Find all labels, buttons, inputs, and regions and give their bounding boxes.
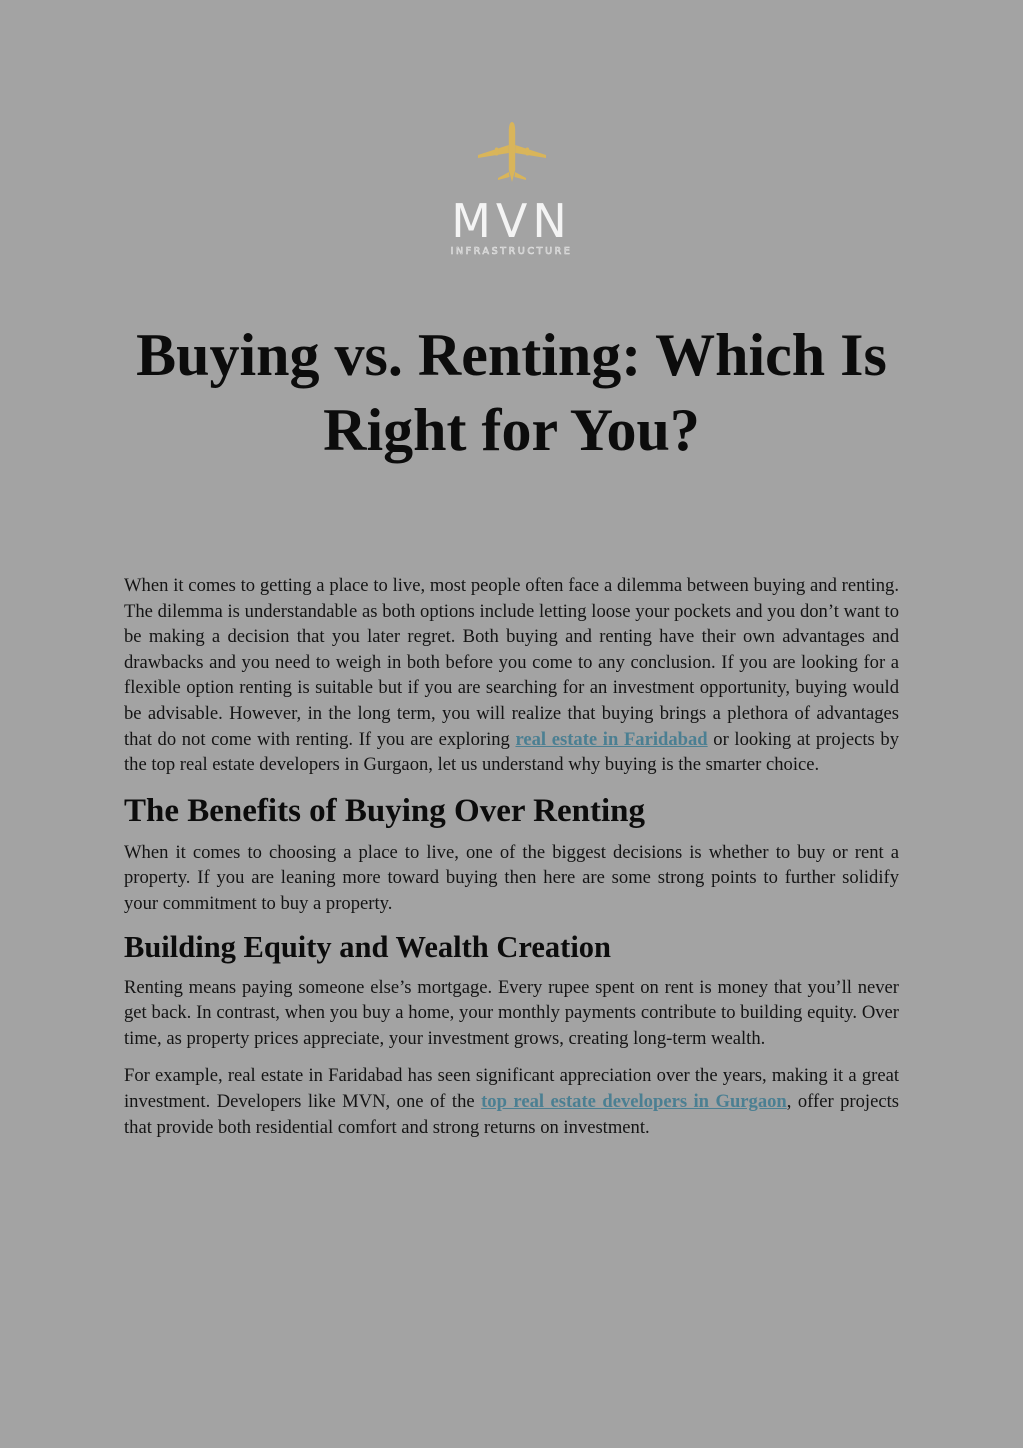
logo-subtitle-text: INFRASTRUCTURE bbox=[450, 246, 573, 257]
equity-paragraph-2 bbox=[124, 1063, 899, 1140]
airplane-icon bbox=[476, 118, 548, 190]
title-line-2: Right for You? bbox=[323, 397, 700, 463]
page-title bbox=[100, 318, 923, 468]
equity-paragraph-1: Renting means paying someone else’s mortgage. Every rupee spent on rent is money that you’ll never get back. In contrast, when you buy a home, your monthly payments contribute to building equity. Over time, as property prices appreciate, your investment grows, creating long-term wealth. bbox=[124, 976, 899, 1049]
benefits-paragraph: When it comes to choosing a place to live, one of the biggest decisions is whether to buy or rent a property. If you are leaning more toward buying then here are some strong points to further solidify your commitment to buy a property. bbox=[124, 841, 899, 914]
benefits-heading: The Benefits of Buying Over Renting bbox=[124, 792, 645, 829]
intro-text-start: When it comes to getting a place to live, most people often face a dilemma between buying and renting. The dilemma is understandable as both options include letting loose your pockets and you don’t want to be making a decision that you later regret. Both buying and renting have their own advantages and drawbacks and you need to weigh in both before you come to any conclusion. If you are looking for a flexible option renting is suitable but if you are searching for an investment opportunity, buying would be advisable. However, in the long term, you will realize that buying brings a plethora of advantages that do not come with renting. If you are exploring bbox=[124, 575, 899, 750]
title-line-1: Buying vs. Renting: Which Is bbox=[136, 322, 887, 388]
equity-heading: Building Equity and Wealth Creation bbox=[124, 929, 612, 964]
intro-paragraph bbox=[124, 573, 899, 778]
intro-text-end: or looking at projects by the top real estate developers in Gurgaon, let us understand why buying is the smarter choice. bbox=[124, 728, 899, 776]
top-developers-gurgaon-link[interactable]: top real estate developers in Gurgaon bbox=[481, 1090, 787, 1112]
equity-text-end: , offer projects that provide both residential comfort and strong returns on investment. bbox=[124, 1090, 899, 1138]
company-logo bbox=[0, 118, 1023, 258]
article-body bbox=[124, 573, 899, 1140]
logo-brand-text: MVN bbox=[451, 194, 572, 248]
equity-text-start: For example, real estate in Faridabad has seen significant appreciation over the years, making it a great investment. Developers like MVN, one of the bbox=[124, 1065, 899, 1112]
real-estate-faridabad-link[interactable]: real estate in Faridabad bbox=[515, 728, 708, 750]
